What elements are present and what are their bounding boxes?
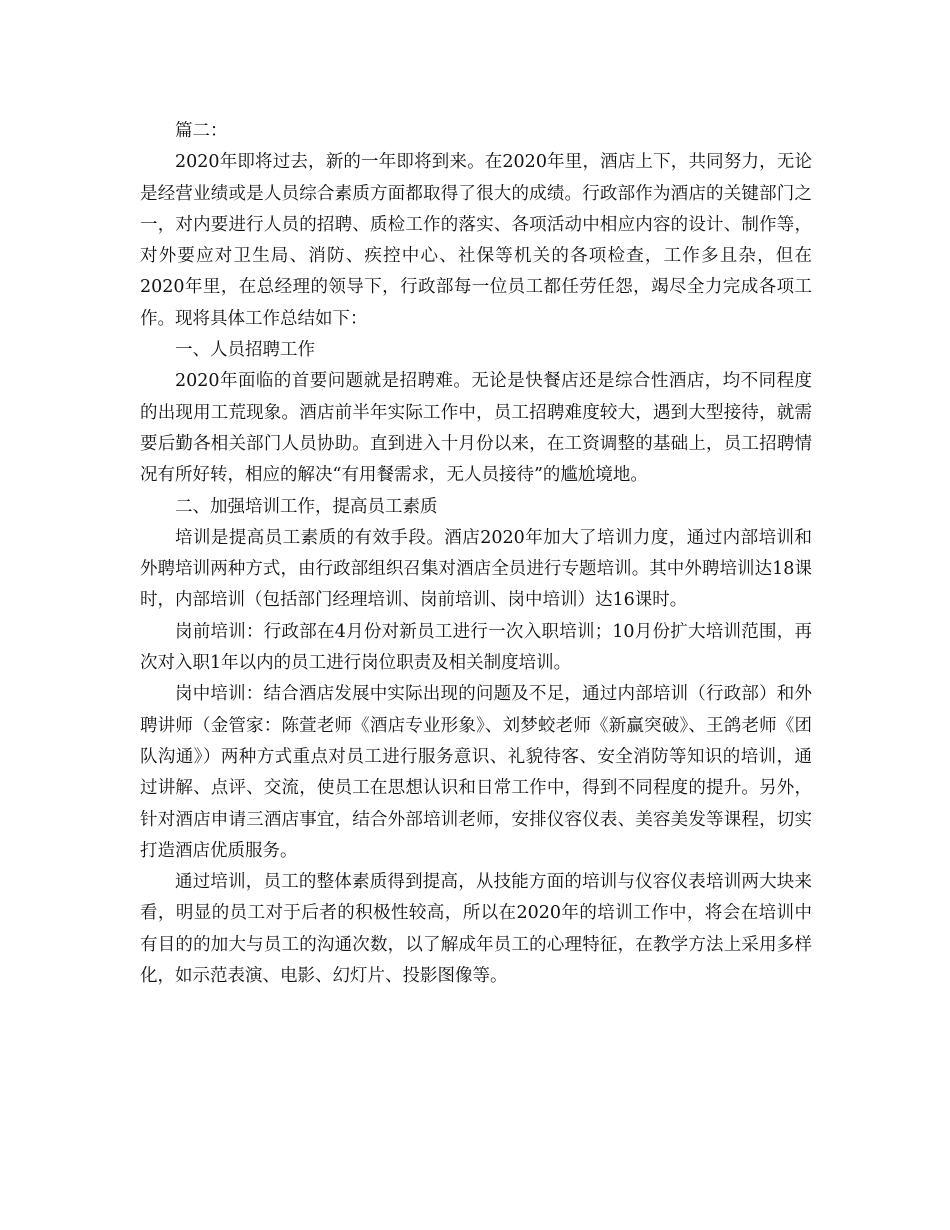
on-job-training-paragraph: 岗中培训：结合酒店发展中实际出现的问题及不足，通过内部培训（行政部）和外聘讲师（金管家：陈萱老师《酒店专业形象》、刘梦蛟老师《新赢突破》、王鸽老师《团队沟通》）两种方式重点对员工进行服务意识、礼貌待客、安全消防等知识的培训，通过讲解、点评、交流，使员工在思想认识和日常工作中，得到不同程度的提升。另外，针对酒店申请三酒店事宜，结合外部培训老师，安排仪容仪表、美容美发等课程，切实打造酒店优质服务。 <box>140 684 812 861</box>
heading-recruitment: 一、人员招聘工作 <box>175 340 315 361</box>
intro-paragraph: 2020年即将过去，新的一年即将到来。在2020年里，酒店上下，共同努力，无论是经营业绩或是人员综合素质方面都取得了很大的成绩。行政部作为酒店的关键部门之一，对内要进行人员的招聘、质检工作的落实、各项活动中相应内容的设计、制作等，对外要应对卫生局、消防、疾控中心、社保等机关的各项检查，工作多且杂，但在2020年里，在总经理的领导下，行政部每一位员工都任劳任怨，竭尽全力完成各项工作。现将具体工作总结如下： <box>140 152 812 329</box>
document-body <box>140 116 812 992</box>
training-overview-paragraph: 培训是提高员工素质的有效手段。酒店2020年加大了培训力度，通过内部培训和外聘培训两种方式，由行政部组织召集对酒店全员进行专题培训。其中外聘培训达18课时，内部培训（包括部门经理培训、岗前培训、岗中培训）达16课时。 <box>140 527 812 611</box>
recruitment-paragraph: 2020年面临的首要问题就是招聘难。无论是快餐店还是综合性酒店，均不同程度的出现用工荒现象。酒店前半年实际工作中，员工招聘难度较大，遇到大型接待，就需要后勤各相关部门人员协助。直到进入十月份以来，在工资调整的基础上，员工招聘情况有所好转，相应的解决“有用餐需求，无人员接待”的尴尬境地。 <box>140 371 812 486</box>
training-result-paragraph: 通过培训，员工的整体素质得到提高，从技能方面的培训与仪容仪表培训两大块来看，明显的员工对于后者的积极性较高，所以在2020年的培训工作中，将会在培训中有目的的加大与员工的沟通次数，以了解成年员工的心理特征，在教学方法上采用多样化，如示范表演、电影、幻灯片、投影图像等。 <box>140 872 812 987</box>
heading-training: 二、加强培训工作，提高员工素质 <box>175 496 438 517</box>
pre-job-training-paragraph: 岗前培训：行政部在4月份对新员工进行一次入职培训；10月份扩大培训范围，再次对入职1年以内的员工进行岗位职责及相关制度培训。 <box>140 621 812 674</box>
section-label: 篇二： <box>175 121 228 141</box>
